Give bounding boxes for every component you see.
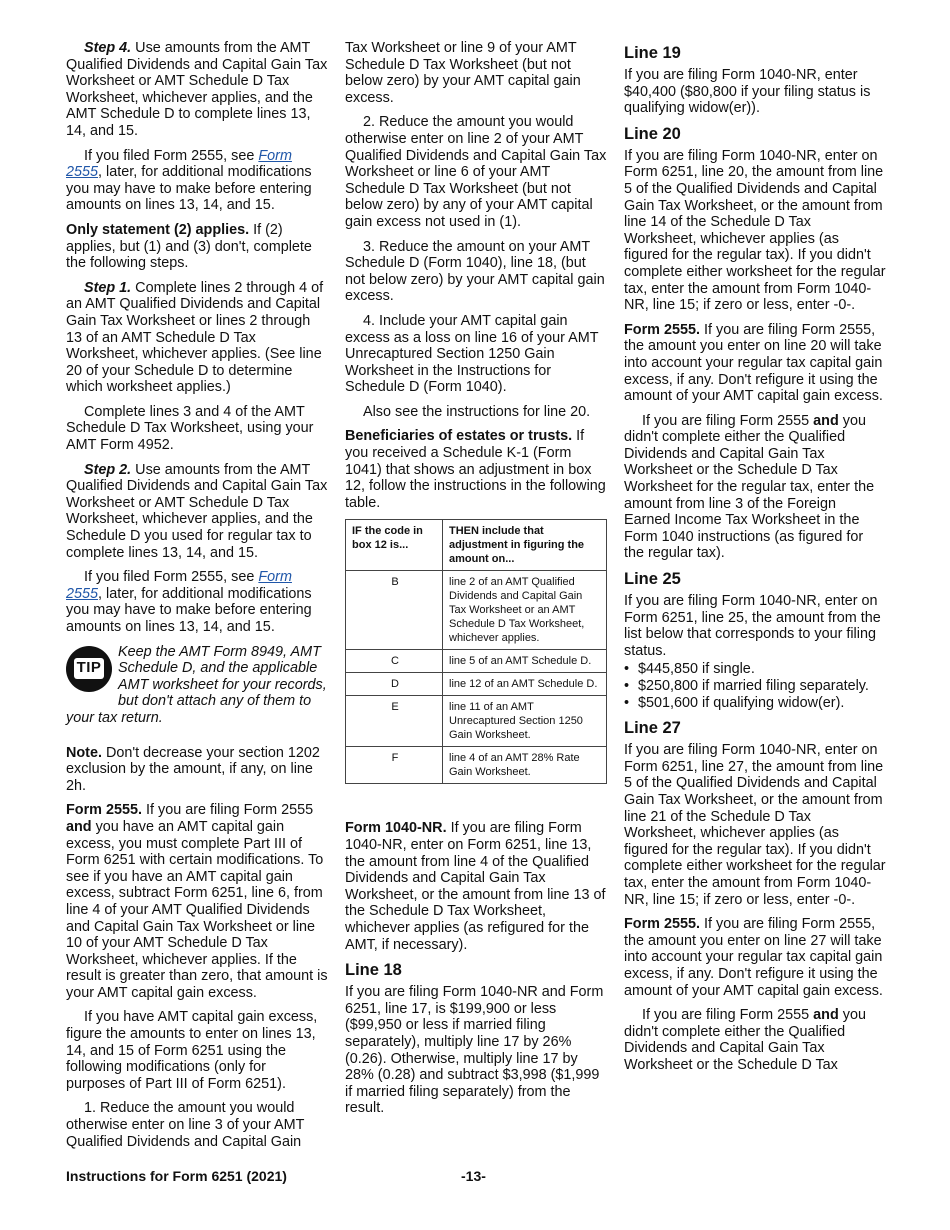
step1-label: Step 1. (84, 279, 132, 296)
step1-paragraph: Step 1. Complete lines 2 through 4 of an AMT Qualified Dividends and Capital Gain Tax Worksheet or lines 2 through 13 of an AMT Schedule D Tax Worksheet, whichever applies. (See line 20 of your Schedule D to determine which worksheet applies.) (66, 279, 324, 396)
line18-paragraph: If you are filing Form 1040-NR and Form 6251, line 17, is $199,900 or less ($99,950 or less if married filing separately), multiply line 17 by 26% (0.26). Otherwise, multiply line 17 by 28% (0.28) and subtract $3,998 ($1,999 if married filing separately) from the result. (345, 984, 604, 1117)
line19-heading: Line 19 (624, 44, 681, 62)
modification-4-paragraph: 4. Include your AMT capital gain excess as a loss on line 16 of your AMT Unrecaptured Section 1250 Gain Worksheet in the Instructions for Schedule D (Form 1040). (345, 312, 599, 396)
line27-form2555-paragraph: Form 2555. If you are filing Form 2555, the amount you enter on line 27 will take into account your regular tax capital gain excess, if any. Don't refigure it using the amount of your AMT capital gain excess. (624, 916, 883, 999)
modification-1-continued: Tax Worksheet or line 9 of your AMT Schedule D Tax Worksheet (but not below zero) by your AMT capital gain excess. (345, 40, 581, 106)
table-cell-text: line 2 of an AMT Qualified Dividends and Capital Gain Tax Worksheet or an AMT Schedule D Tax Worksheet, whichever applies. (443, 571, 607, 650)
form1040nr-paragraph: Form 1040-NR. If you are filing Form 1040-NR, enter on Form 6251, line 13, the amount from line 4 of the Qualified Dividends and Capital Gain Tax Worksheet, or the amount from line 13 of the Schedule D Tax Worksheet, whichever applies (as refigured for the AMT, if necessary). (345, 820, 606, 953)
line27-paragraph: If you are filing Form 1040-NR, enter on Form 6251, line 27, the amount from line 5 of the Qualified Dividends and Capital Gain Tax Worksheet, or the amount from line 21 of the Schedule D Tax Worksheet, whichever applies (as figured for the regular tax). If you didn't complete either worksheet for the regular tax, enter the amount from Form 1040-NR, line 15; if zero or less, enter -0-. (624, 742, 886, 908)
tip-icon: TIP (66, 646, 112, 692)
table-cell-code: B (346, 571, 443, 650)
list-item: • $250,800 if married filing separately. (624, 678, 886, 695)
list-item: • $445,850 if single. (624, 661, 886, 678)
line20-form2555-and-paragraph: If you are filing Form 2555 and you didn't complete either the Qualified Dividends and Capital Gain Tax Worksheet or the Schedule D Tax Worksheet for the regular tax, enter the amount from line 3 of the Foreign Earned Income Tax Worksheet in the Form 1040 instructions (as figured for the regular tax). (624, 412, 875, 562)
table-header-then: THEN include that adjustment in figuring the amount on... (443, 520, 607, 571)
step2-label: Step 2. (84, 461, 132, 478)
only-statement-2-paragraph: Only statement (2) applies. If (2) applies, but (1) and (3) don't, complete the following steps. (66, 221, 312, 272)
table-cell-code: F (346, 747, 443, 784)
table-cell-code: E (346, 696, 443, 747)
form2555-label: Form 2555. (624, 321, 700, 338)
table-cell-text: line 12 of an AMT Schedule D. (443, 673, 607, 696)
line20-heading: Line 20 (624, 124, 681, 143)
table-cell-text: line 11 of an AMT Unrecaptured Section 1250 Gain Worksheet. (443, 696, 607, 747)
step4-paragraph: Step 4. Use amounts from the AMT Qualified Dividends and Capital Gain Tax Worksheet or AMT Schedule D Tax Worksheet, whichever applies, and the AMT Schedule D to complete lines 13, 14, and 15. (66, 40, 328, 139)
form2555-link-2[interactable]: Form 2555 (66, 569, 292, 602)
step4-label: Step 4. (84, 40, 132, 56)
line19-paragraph: If you are filing Form 1040-NR, enter $40,400 ($80,800 if your filing status is qualifying widow(er)). (624, 67, 871, 117)
form2555-link[interactable]: Form 2555 (66, 147, 292, 181)
box12-adjustment-table (345, 519, 607, 784)
table-row (346, 673, 607, 696)
table-row (346, 747, 607, 784)
form2555-ref-paragraph-2: If you filed Form 2555, see Form 2555, later, for additional modifications you may have to make before entering amounts on lines 13, 14, and 15. (66, 569, 312, 635)
line20-form2555-paragraph: Form 2555. If you are filing Form 2555, the amount you enter on line 20 will take into account your regular tax capital gain excess, if any. Don't refigure it using the amount of your AMT capital gain excess. (624, 321, 883, 405)
modification-3-paragraph: 3. Reduce the amount on your AMT Schedule D (Form 1040), line 18, (but not below zero) by your AMT capital gain excess. (345, 238, 605, 305)
table-header-code: IF the code in box 12 is... (346, 520, 443, 571)
form2555-ref-paragraph: If you filed Form 2555, see Form 2555, later, for additional modifications you may have to make before entering amounts on lines 13, 14, and 15. (66, 147, 312, 214)
form1040nr-label: Form 1040-NR. (345, 820, 447, 837)
beneficiaries-paragraph: Beneficiaries of estates or trusts. If you received a Schedule K-1 (Form 1041) that shows an adjustment in box 12, follow the instructions in the following table. (345, 428, 606, 511)
note-label: Note. (66, 744, 102, 761)
tip-box (66, 644, 328, 727)
filing-status-list (624, 661, 886, 711)
beneficiaries-label: Beneficiaries of estates or trusts. (345, 428, 573, 445)
form2555-label: Form 2555. (624, 916, 700, 933)
column-2 (345, 40, 607, 1125)
form2555-paragraph: Form 2555. If you are filing Form 2555 and you have an AMT capital gain excess, you must complete Part III of Form 6251 with certain modifications. To see if you have an AMT capital gain excess, subtract Form 6251, line 6, from line 4 of your AMT Qualified Dividends and Capital Gain Tax Worksheet or line 10 of your AMT Schedule D Tax Worksheet, whichever applies. If the result is greater than zero, that amount is your AMT capital gain excess. (66, 802, 328, 1001)
capital-gain-excess-paragraph: If you have AMT capital gain excess, figure the amounts to enter on lines 13, 14, and 15 of Form 6251 using the following modifications (only for purposes of Part III of Form 6251). (66, 1009, 318, 1092)
column-3 (624, 40, 886, 1081)
page-number: -13- (461, 1168, 486, 1184)
form2555-label: Form 2555. (66, 802, 142, 819)
table-cell-code: D (346, 673, 443, 696)
footer-form-title: Instructions for Form 6251 (2021) (66, 1168, 287, 1184)
step2-paragraph: Step 2. Use amounts from the AMT Qualified Dividends and Capital Gain Tax Worksheet or AMT Schedule D Tax Worksheet, whichever applies, and the Schedule D you used for regular tax to complete lines 13, 14, and 15. (66, 461, 328, 561)
column-1 (66, 40, 328, 1158)
modification-2-paragraph: 2. Reduce the amount you would otherwise enter on line 2 of your AMT Qualified Dividends and Capital Gain Tax Worksheet or line 6 of your AMT Schedule D Tax Worksheet (but not below zero) by any of your AMT capital gain excess not used in (1). (345, 114, 607, 230)
line27-heading: Line 27 (624, 719, 681, 738)
table-row (346, 571, 607, 650)
list-item: • $501,600 if qualifying widow(er). (624, 695, 886, 712)
line25-heading: Line 25 (624, 570, 681, 589)
table-cell-text: line 4 of an AMT 28% Rate Gain Worksheet. (443, 747, 607, 784)
table-row (346, 696, 607, 747)
only-statement-2-label: Only statement (2) applies. (66, 221, 250, 238)
see-line20-paragraph: Also see the instructions for line 20. (363, 403, 591, 420)
line20-paragraph: If you are filing Form 1040-NR, enter on Form 6251, line 20, the amount from line 5 of the Qualified Dividends and Capital Gain Tax Worksheet, or the amount from line 14 of the Schedule D Tax Worksheet, whichever applies (as figured for the regular tax). If you didn't complete either worksheet for the regular tax, enter the amount from Form 1040-NR, line 15; if zero or less, enter -0-. (624, 147, 886, 314)
tip-text: Keep the AMT Form 8949, AMT Schedule D, and the applicable AMT worksheet for your records, but don't attach any of them to your tax return. (66, 643, 327, 726)
line18-heading: Line 18 (345, 961, 402, 980)
line25-paragraph: If you are filing Form 1040-NR, enter on Form 6251, line 25, the amount from the list below that corresponds to your filing status. (624, 593, 881, 659)
table-cell-text: line 5 of an AMT Schedule D. (443, 650, 607, 673)
table-header-row (346, 520, 607, 571)
table-cell-code: C (346, 650, 443, 673)
table-row (346, 650, 607, 673)
complete-lines-paragraph: Complete lines 3 and 4 of the AMT Schedule D Tax Worksheet, using your AMT Form 4952. (66, 403, 314, 454)
note-paragraph: Note. Don't decrease your section 1202 exclusion by the amount, if any, on line 2h. (66, 744, 320, 794)
line27-form2555-and-paragraph: If you are filing Form 2555 and you didn't complete either the Qualified Dividends and Capital Gain Tax Worksheet or the Schedule D Tax (624, 1007, 866, 1073)
modification-1-paragraph: 1. Reduce the amount you would otherwise enter on line 3 of your AMT Qualified Dividends and Capital Gain (66, 1100, 305, 1150)
